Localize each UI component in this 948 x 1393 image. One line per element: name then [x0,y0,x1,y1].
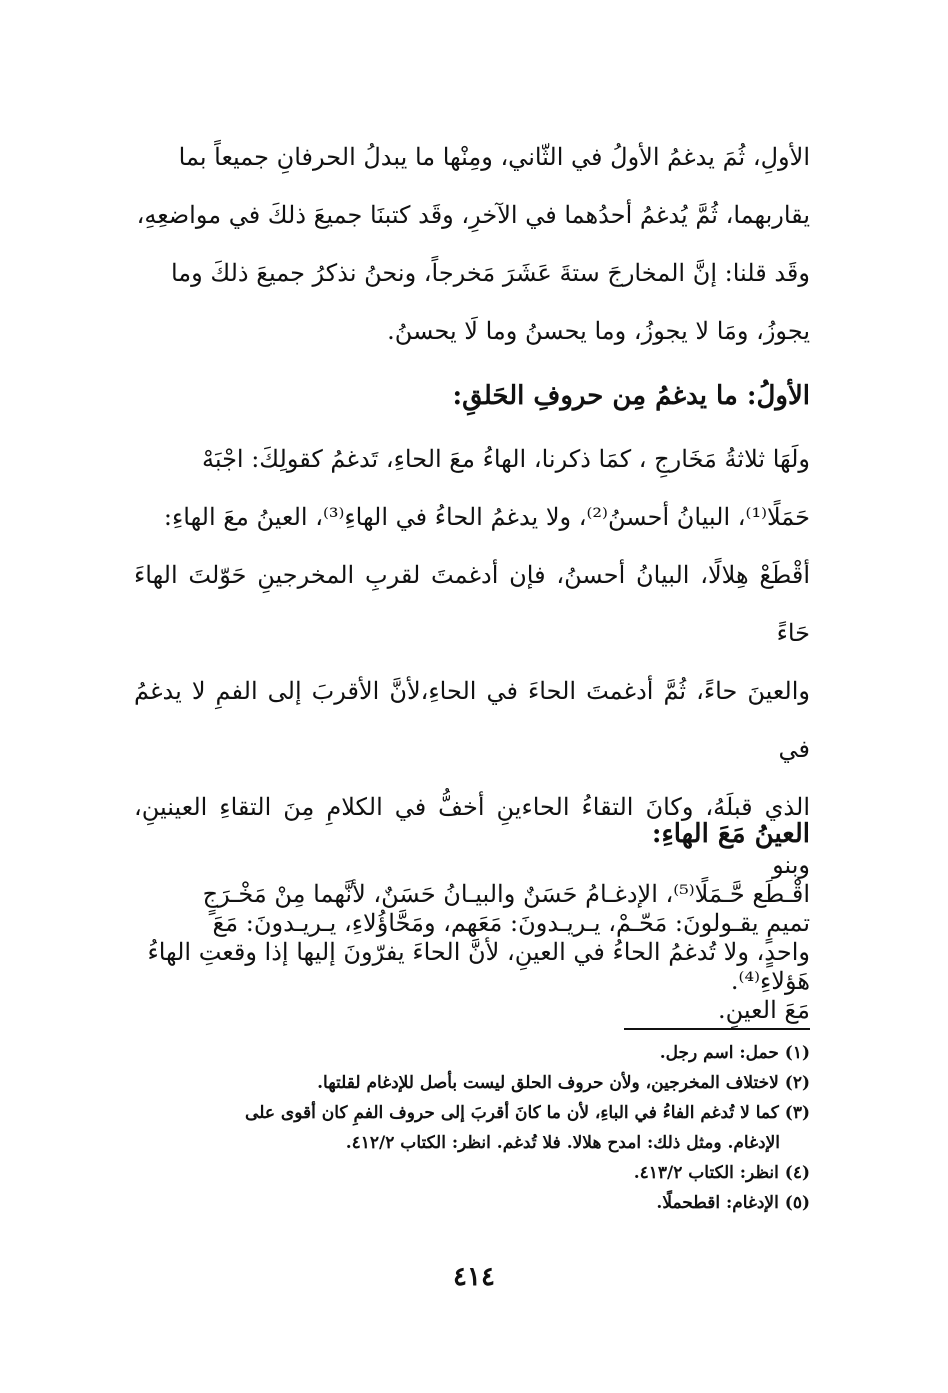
section-heading-throat-letters: الأولُ: ما يدغمُ مِن حروفِ الحَلقِ: [452,381,810,411]
footnote: (١) حمل: اسم رجل. [659,1043,810,1063]
footnote-divider [624,1028,810,1030]
page-number: ٤١٤ [453,1262,495,1292]
text-line: يقاربهما، ثُمَّ يُدغمُ أحدُهما في الآخرِ، وقَد كتبنَا جميعَ ذلكَ في مواضعِهِ، [136,201,810,229]
footnote: (٤) انظر: الكتاب ٤١٣/٢. [633,1163,810,1183]
text-line: والعينَ حاءً، ثُمَّ أدغمتَ الحاءَ في الحاءِ،لأنَّ الأقربَ إلى الفمِ لا يدغمُ في [134,677,810,763]
text-line: الأولِ، ثُمَ يدغمُ الأولُ في الثّاني، ومِنْها ما يبدلُ الحرفانِ جميعاً بما [178,143,810,171]
text-line: وقَد قلنا: إنَّ المخارجَ ستةَ عَشَرَ مَخرجاً، ونحنُ نذكرُ جميعَ ذلكَ وما [170,259,810,287]
footnote: (٥) الإدغام: اقطحملًا. [656,1193,810,1213]
footnote-continuation: الإدغام. ومثل ذلك: امدح هلالا. فلا تُدغم. انظر: الكتاب ٤١٢/٢. [345,1133,780,1153]
footnote: (٣) كما لا تُدغم الفاءُ في الباءِ، لأن ما كانَ أقربَ إلى حروف الفمِ كان أقوى على [245,1103,810,1123]
text-line: هَؤلاءِ⁽⁴⁾. [730,967,810,995]
section-heading-ain-with-ha: العينُ مَعَ الهاءِ: [651,819,810,849]
text-line: أقْطَعْ هِلالًا، البيانُ أحسنُ، فإن أدغمتَ لقربِ المخرجينِ حَوّلتَ الهاءَ حَاءً [134,561,810,647]
text-line: حَمَلًا⁽¹⁾، البيانُ أحسنُ⁽²⁾، ولا يدغمُ الحاءُ في الهاءِ⁽³⁾، العينُ معَ الهاءِ: [163,503,810,531]
paragraph-ain-with-ha [134,865,810,1039]
text-line: الذي قبلَهُ، وكانَ التقاءُ الحاءينِ أخفُّ في الكلامِ مِنَ التقاءِ العينينِ، وبنو [134,793,810,879]
footnotes [134,1038,810,1218]
footnote: (٢) لاختلاف المخرجين، ولأن حروف الحلق ليست بأصل للإدغام لقلتها. [317,1073,810,1093]
text-line: واحدٍ، ولا تُدغمُ الحاءُ في العينِ، لأنَّ الحاءَ يفرّونَ إليها إذا وقعتِ الهاءُ [147,938,810,966]
text-line: مَعَ العينِ. [718,996,810,1024]
text-line: تميمٍ يقـولونَ: مَحّـمْ، يـريـدونَ: مَعَهم، ومَحَّاؤُلاءِ، يـريـدونَ: مَعَ [212,909,810,937]
paragraph-intro [134,128,810,360]
text-line: يجوزُ، ومَا لا يجوزُ، وما يحسنُ وما لَا يحسنُ. [387,317,810,345]
text-line: ولَهَا ثلاثةُ مَخَارجِ ، كمَا ذكرنا، الهاءُ معَ الحاءِ، تَدغمُ كقولِكَ: اجْبَهْ [201,445,810,473]
text-line: اقْـطَع حَّـمَلًا⁽⁵⁾، الإدغـامُ حَسَنٌ والبيـانُ حَسَنٌ، لأنَّهما مِنْ مَخْـرَجٍ [202,880,810,908]
